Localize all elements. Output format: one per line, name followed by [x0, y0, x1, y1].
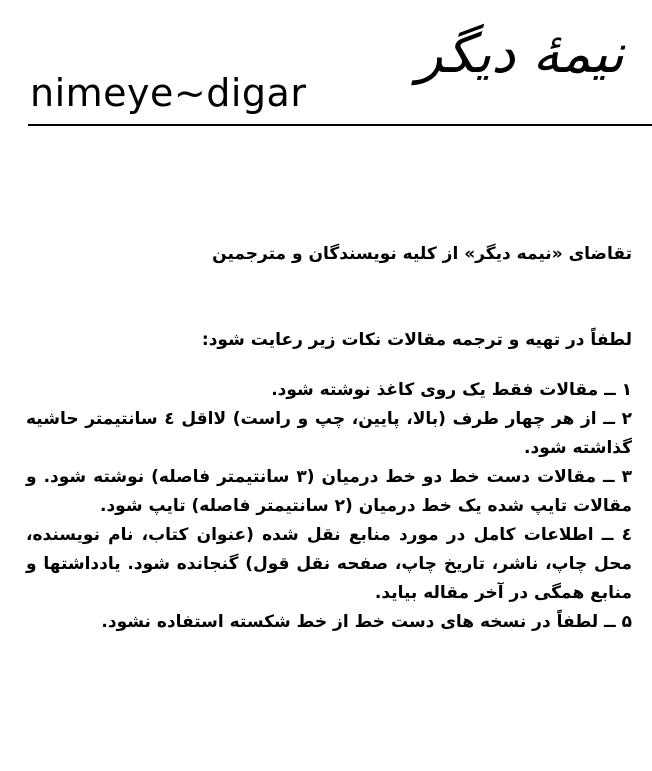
- guideline-item-3: ۳ ــ مقالات دست خط دو خط درمیان (۳ سانتیمتر فاصله) نوشته شود. و مقالات تایپ شده یک خط درمیان (۲ سانتیمتر فاصله) تایپ شود.: [26, 467, 632, 516]
- document-body: [26, 240, 632, 637]
- guideline-item-4: ٤ ــ اطلاعات کامل در مورد منابع نقل شده (عنوان کتاب، نام نویسنده، محل چاپ، ناشر، تاریخ چاپ، صفحه نقل قول) گنجانده شود. یادداشتها و منابع همگی در آخر مقاله بیاید.: [26, 525, 632, 603]
- persian-logo-text: نیمهٔ دیگر: [416, 22, 624, 85]
- guideline-item-2: ۲ ــ از هر چهار طرف (بالا، پایین، چپ و راست) لااقل ٤ سانتیمتر حاشیه گذاشته شود.: [26, 409, 632, 458]
- request-heading-line: تقاضای «نیمه دیگر» از کلیه نویسندگان و مترجمین: [212, 244, 632, 264]
- guideline-item-1: ۱ ــ مقالات فقط یک روی کاغذ نوشته شود.: [271, 380, 632, 400]
- masthead: [0, 0, 652, 150]
- guidelines-list: [26, 376, 632, 637]
- latin-title: nimeye~digar: [30, 71, 307, 115]
- intro-text: لطفاً در تهیه و ترجمه مقالات نکات زیر رعایت شود:: [201, 330, 632, 350]
- request-heading: [26, 240, 632, 268]
- guideline-item-5: ۵ ــ لطفاً در نسخه های دست خط از خط شکسته استفاده نشود.: [101, 612, 632, 632]
- persian-logo: [416, 4, 624, 104]
- header-rule: [28, 124, 652, 126]
